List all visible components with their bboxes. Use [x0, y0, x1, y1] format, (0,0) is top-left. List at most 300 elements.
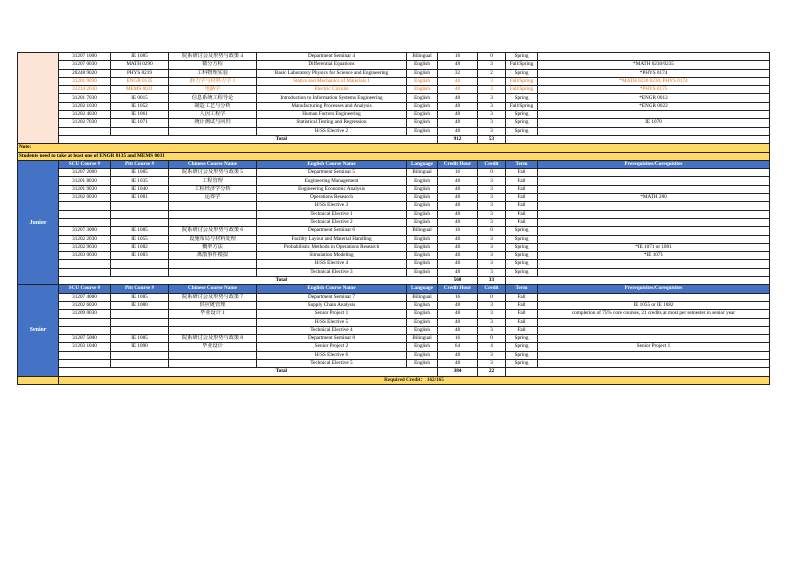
chinese-name-cell: 微分方程 — [169, 61, 257, 69]
language-cell: English — [407, 218, 438, 226]
table-row — [18, 77, 770, 85]
term-cell: Spring — [506, 69, 538, 77]
scu-course-cell: 31207 2000 — [59, 169, 111, 177]
prereq-cell — [538, 111, 770, 119]
credit-cell: 0 — [478, 53, 506, 61]
table-row — [18, 119, 770, 127]
total-credits: 22 — [478, 368, 506, 376]
chinese-name-cell: 毕业设计 1 — [169, 310, 257, 318]
language-cell: English — [407, 102, 438, 110]
term-cell: Spring — [506, 252, 538, 260]
total-credit-hours: 560 — [438, 277, 478, 285]
credit-hour-cell: 48 — [438, 177, 478, 185]
term-cell: Fall — [506, 310, 538, 318]
language-cell: English — [407, 252, 438, 260]
pitt-course-cell: IE 1055 — [111, 235, 169, 243]
chinese-name-cell — [169, 268, 257, 276]
english-name-cell: Technical Elective 4 — [257, 326, 407, 334]
term-cell: Spring — [506, 127, 538, 135]
language-cell: Bilingual — [407, 335, 438, 343]
prereq-cell — [538, 351, 770, 359]
column-header-chinese: Chinese Course Name — [169, 160, 257, 168]
chinese-name-cell: 院系研讨会及形势与政策 5 — [169, 169, 257, 177]
chinese-name-cell: 静力学与材料力学 1 — [169, 77, 257, 85]
note-text: Students need to take at least one of ENGR 0135 and MEMS 0031 — [18, 152, 770, 160]
column-header-chinese: Chinese Course Name — [169, 285, 257, 293]
column-header-credit-hour: Credit Hour — [438, 160, 478, 168]
english-name-cell: H/SS Elective 6 — [257, 351, 407, 359]
english-name-cell: Simulation Modeling — [257, 252, 407, 260]
table-row — [18, 69, 770, 77]
pitt-course-cell — [111, 210, 169, 218]
pitt-course-cell: MEMS 0031 — [111, 86, 169, 94]
chinese-name-cell: 毕业设计 — [169, 343, 257, 351]
table-row — [18, 202, 770, 210]
credit-cell: 0 — [478, 227, 506, 235]
scu-course-cell — [59, 268, 111, 276]
credit-cell: 3 — [478, 77, 506, 85]
credit-cell: 3 — [478, 111, 506, 119]
term-cell: Fall — [506, 210, 538, 218]
credit-cell: 3 — [478, 185, 506, 193]
chinese-name-cell: 统计测试与回归 — [169, 119, 257, 127]
total-credit-hours: 912 — [438, 135, 478, 143]
credit-hour-cell: 48 — [438, 252, 478, 260]
chinese-name-cell — [169, 260, 257, 268]
term-cell: Spring — [506, 94, 538, 102]
table-row — [18, 210, 770, 218]
table-row — [18, 227, 770, 235]
scu-course-cell: 31201 7030 — [59, 94, 111, 102]
language-cell: Bilingual — [407, 53, 438, 61]
table-row — [18, 177, 770, 185]
credit-hour-cell: 48 — [438, 77, 478, 85]
chinese-name-cell — [169, 210, 257, 218]
prereq-cell — [538, 359, 770, 367]
language-cell: English — [407, 359, 438, 367]
credit-cell: 3 — [478, 310, 506, 318]
term-cell: Fall/Spring — [506, 86, 538, 94]
term-cell: Fall — [506, 185, 538, 193]
required-credit-row — [18, 376, 770, 384]
column-header-row — [18, 160, 770, 168]
table-row — [18, 235, 770, 243]
chinese-name-cell: 院系研讨会及形势与政策 7 — [169, 293, 257, 301]
language-cell: English — [407, 86, 438, 94]
chinese-name-cell: 工程经济学分析 — [169, 185, 257, 193]
english-name-cell: Technical Elective 3 — [257, 268, 407, 276]
language-cell: English — [407, 260, 438, 268]
column-header-credit: Credit — [478, 285, 506, 293]
credit-hour-cell: 48 — [438, 326, 478, 334]
pitt-course-cell — [111, 326, 169, 334]
scu-course-cell: 31202 0030 — [59, 194, 111, 202]
english-name-cell: Electric Circuits — [257, 86, 407, 94]
prereq-cell — [538, 293, 770, 301]
credit-hour-cell: 48 — [438, 318, 478, 326]
scu-course-cell — [59, 318, 111, 326]
term-cell: Fall — [506, 177, 538, 185]
pitt-course-cell — [111, 202, 169, 210]
english-name-cell: Department Seminar 4 — [257, 53, 407, 61]
table-row — [18, 169, 770, 177]
pitt-course-cell: MATH 0290 — [111, 61, 169, 69]
credit-cell: 3 — [478, 194, 506, 202]
language-cell: English — [407, 69, 438, 77]
english-name-cell: Department Seminar 8 — [257, 335, 407, 343]
credit-cell: 3 — [478, 177, 506, 185]
prereq-cell: IE 1055 or IE 1082 — [538, 301, 770, 309]
year-label-junior: Junior — [18, 160, 59, 284]
english-name-cell: Department Seminar 5 — [257, 169, 407, 177]
scu-course-cell: 31201 8030 — [59, 177, 111, 185]
table-row — [18, 102, 770, 110]
chinese-name-cell: 工科物理实验 — [169, 69, 257, 77]
credit-hour-cell: 16 — [438, 53, 478, 61]
language-cell: English — [407, 202, 438, 210]
term-cell: Spring — [506, 119, 538, 127]
prereq-cell: *ENGR 0022 — [538, 102, 770, 110]
english-name-cell: Statics and Mechanics of Materials 1 — [257, 77, 407, 85]
credit-cell: 3 — [478, 260, 506, 268]
pitt-course-cell: IE 1081 — [111, 194, 169, 202]
prereq-cell: *PHYS 0174 — [538, 69, 770, 77]
credit-hour-cell: 16 — [438, 227, 478, 235]
english-name-cell: Technical Elective 1 — [257, 210, 407, 218]
note-row — [18, 152, 770, 160]
column-header-english: English Course Name — [257, 160, 407, 168]
english-name-cell: Operations Research — [257, 194, 407, 202]
credit-hour-cell: 48 — [438, 260, 478, 268]
total-credits: 33 — [478, 277, 506, 285]
prereq-cell — [538, 268, 770, 276]
credit-cell: 3 — [478, 202, 506, 210]
scu-course-cell: 31202 1030 — [59, 102, 111, 110]
credit-cell: 3 — [478, 252, 506, 260]
language-cell: Bilingual — [407, 293, 438, 301]
chinese-name-cell: 信息系统工程导论 — [169, 94, 257, 102]
chinese-name-cell — [169, 359, 257, 367]
total-credit-hours: 384 — [438, 368, 478, 376]
credit-cell: 4 — [478, 343, 506, 351]
credit-cell: 3 — [478, 243, 506, 251]
empty-cell — [18, 376, 59, 384]
credit-cell: 2 — [478, 69, 506, 77]
english-name-cell: Facility Layout and Material Handling — [257, 235, 407, 243]
term-cell: Spring — [506, 359, 538, 367]
prereq-cell — [538, 127, 770, 135]
credit-cell: 3 — [478, 102, 506, 110]
scu-course-cell — [59, 326, 111, 334]
prereq-cell: *MATH 0230/0235 — [538, 61, 770, 69]
chinese-name-cell: 院系研讨会及形势与政策 6 — [169, 227, 257, 235]
total-row — [18, 368, 770, 376]
credit-cell: 3 — [478, 359, 506, 367]
pitt-course-cell — [111, 218, 169, 226]
scu-course-cell: 31207 1000 — [59, 53, 111, 61]
credit-hour-cell: 48 — [438, 268, 478, 276]
credit-cell: 3 — [478, 94, 506, 102]
credit-hour-cell: 48 — [438, 243, 478, 251]
empty-cell — [506, 277, 770, 285]
credit-cell: 3 — [478, 235, 506, 243]
scu-course-cell: 31201 9030 — [59, 77, 111, 85]
table-row — [18, 318, 770, 326]
english-name-cell: H/SS Elective 2 — [257, 127, 407, 135]
scu-course-cell: 20248 9020 — [59, 69, 111, 77]
english-name-cell: Statistical Testing and Regression — [257, 119, 407, 127]
term-cell: Spring — [506, 343, 538, 351]
column-header-scu: SCU Course # — [59, 285, 111, 293]
credit-hour-cell: 48 — [438, 185, 478, 193]
term-cell: Spring — [506, 111, 538, 119]
scu-course-cell: 31209 0030 — [59, 310, 111, 318]
language-cell: English — [407, 127, 438, 135]
total-credits: 53 — [478, 135, 506, 143]
prereq-cell: *MATH 280 — [538, 194, 770, 202]
term-cell: Spring — [506, 268, 538, 276]
credit-hour-cell: 48 — [438, 86, 478, 94]
term-cell: Spring — [506, 53, 538, 61]
credit-cell: 3 — [478, 326, 506, 334]
credit-hour-cell: 32 — [438, 69, 478, 77]
table-row — [18, 127, 770, 135]
table-row — [18, 310, 770, 318]
prereq-cell: IE 1070 — [538, 119, 770, 127]
chinese-name-cell — [169, 218, 257, 226]
chinese-name-cell: 院系研讨会及形势与政策 4 — [169, 53, 257, 61]
prereq-cell: Senior Project 1 — [538, 343, 770, 351]
term-cell: Spring — [506, 335, 538, 343]
table-row — [18, 293, 770, 301]
pitt-course-cell: IE 1052 — [111, 102, 169, 110]
term-cell: Spring — [506, 351, 538, 359]
curriculum-table — [17, 52, 770, 385]
table-row — [18, 260, 770, 268]
column-header-row — [18, 285, 770, 293]
language-cell: English — [407, 310, 438, 318]
language-cell: Bilingual — [407, 169, 438, 177]
table-row — [18, 53, 770, 61]
prereq-cell — [538, 227, 770, 235]
chinese-name-cell: 人因工程学 — [169, 111, 257, 119]
year-label-senior: Senior — [18, 285, 59, 376]
column-header-english: English Course Name — [257, 285, 407, 293]
column-header-term: Term — [506, 160, 538, 168]
table-row — [18, 243, 770, 251]
prereq-cell — [538, 318, 770, 326]
term-cell: Fall — [506, 301, 538, 309]
language-cell: English — [407, 61, 438, 69]
scu-course-cell: 31203 1040 — [59, 343, 111, 351]
language-cell: English — [407, 94, 438, 102]
prereq-cell — [538, 169, 770, 177]
chinese-name-cell: 运筹学 — [169, 194, 257, 202]
scu-course-cell: 31202 2030 — [59, 235, 111, 243]
language-cell: English — [407, 268, 438, 276]
prereq-cell — [538, 210, 770, 218]
chinese-name-cell: 设施布局与材料处理 — [169, 235, 257, 243]
english-name-cell: Technical Elective 5 — [257, 359, 407, 367]
column-header-language: Language — [407, 285, 438, 293]
english-name-cell: Department Seminar 6 — [257, 227, 407, 235]
table-row — [18, 351, 770, 359]
pitt-course-cell: IE 0015 — [111, 94, 169, 102]
total-row — [18, 135, 770, 143]
total-label: Total — [59, 135, 438, 143]
term-cell: Fall — [506, 318, 538, 326]
empty-cell — [506, 135, 770, 143]
table-row — [18, 335, 770, 343]
term-cell: Fall — [506, 169, 538, 177]
scu-course-cell — [59, 127, 111, 135]
pitt-course-cell — [111, 260, 169, 268]
language-cell: English — [407, 194, 438, 202]
language-cell: English — [407, 185, 438, 193]
total-label: Total — [59, 368, 438, 376]
column-header-term: Term — [506, 285, 538, 293]
pitt-course-cell: IE 1090 — [111, 343, 169, 351]
table-row — [18, 111, 770, 119]
chinese-name-cell — [169, 351, 257, 359]
credit-cell: 3 — [478, 301, 506, 309]
english-name-cell: Supply Chain Analysis — [257, 301, 407, 309]
language-cell: English — [407, 301, 438, 309]
language-cell: English — [407, 111, 438, 119]
scu-course-cell — [59, 202, 111, 210]
table-row — [18, 194, 770, 202]
language-cell: English — [407, 351, 438, 359]
pitt-course-cell: IE 1040 — [111, 185, 169, 193]
prereq-cell — [538, 326, 770, 334]
total-label: Total — [59, 277, 438, 285]
pitt-course-cell — [111, 310, 169, 318]
english-name-cell: Senior Project 1 — [257, 310, 407, 318]
chinese-name-cell: 制造工艺与分析 — [169, 102, 257, 110]
term-cell: Fall/Spring — [506, 102, 538, 110]
prereq-cell — [538, 177, 770, 185]
pitt-course-cell: IE 1083 — [111, 252, 169, 260]
chinese-name-cell: 电路学 — [169, 86, 257, 94]
credit-hour-cell: 48 — [438, 94, 478, 102]
credit-cell: 3 — [478, 61, 506, 69]
english-name-cell: Engineering Economic Analysis — [257, 185, 407, 193]
prereq-cell: *IE 1071 — [538, 252, 770, 260]
credit-cell: 3 — [478, 86, 506, 94]
pitt-course-cell: IE 1080 — [111, 301, 169, 309]
language-cell: English — [407, 210, 438, 218]
language-cell: English — [407, 326, 438, 334]
english-name-cell: Human Factors Engineering — [257, 111, 407, 119]
prereq-cell — [538, 218, 770, 226]
table-row — [18, 326, 770, 334]
english-name-cell: Department Seminar 7 — [257, 293, 407, 301]
chinese-name-cell: 离散事件模拟 — [169, 252, 257, 260]
language-cell: English — [407, 119, 438, 127]
credit-hour-cell: 48 — [438, 119, 478, 127]
language-cell: English — [407, 235, 438, 243]
credit-cell: 3 — [478, 210, 506, 218]
term-cell: Fall/Spring — [506, 61, 538, 69]
table-row — [18, 301, 770, 309]
credit-hour-cell: 16 — [438, 169, 478, 177]
column-header-credit-hour: Credit Hour — [438, 285, 478, 293]
language-cell: Bilingual — [407, 227, 438, 235]
pitt-course-cell — [111, 359, 169, 367]
credit-cell: 3 — [478, 119, 506, 127]
scu-course-cell: 31207 4000 — [59, 293, 111, 301]
english-name-cell: H/SS Elective 4 — [257, 260, 407, 268]
prereq-cell — [538, 335, 770, 343]
pitt-course-cell: IE 1085 — [111, 227, 169, 235]
term-cell: Spring — [506, 260, 538, 268]
column-header-language: Language — [407, 160, 438, 168]
pitt-course-cell: ENGR 0135 — [111, 77, 169, 85]
chinese-name-cell: 院系研讨会及形势与政策 8 — [169, 335, 257, 343]
chinese-name-cell: 供应链管理 — [169, 301, 257, 309]
table-row — [18, 86, 770, 94]
table-row — [18, 268, 770, 276]
pitt-course-cell: IE 1071 — [111, 119, 169, 127]
term-cell: Spring — [506, 243, 538, 251]
credit-hour-cell: 48 — [438, 202, 478, 210]
english-name-cell: Senior Project 2 — [257, 343, 407, 351]
term-cell: Fall — [506, 194, 538, 202]
prereq-cell — [538, 185, 770, 193]
language-cell: English — [407, 243, 438, 251]
column-header-pitt: Pitt Course # — [111, 285, 169, 293]
english-name-cell: Differential Equations — [257, 61, 407, 69]
scu-course-cell: 31202 6030 — [59, 301, 111, 309]
scu-course-cell — [59, 359, 111, 367]
credit-hour-cell: 48 — [438, 102, 478, 110]
note-title: Note: — [18, 144, 770, 152]
empty-cell — [506, 368, 770, 376]
total-row — [18, 277, 770, 285]
pitt-course-cell: IE 1085 — [111, 293, 169, 301]
scu-course-cell — [59, 218, 111, 226]
table-row — [18, 359, 770, 367]
english-name-cell: H/SS Elective 3 — [257, 202, 407, 210]
credit-hour-cell: 48 — [438, 61, 478, 69]
language-cell: English — [407, 343, 438, 351]
pitt-course-cell: IE 1085 — [111, 335, 169, 343]
term-cell: Fall — [506, 293, 538, 301]
chinese-name-cell — [169, 318, 257, 326]
english-name-cell: Introduction to Information Systems Engineering — [257, 94, 407, 102]
table-row — [18, 218, 770, 226]
pitt-course-cell: PHYS 0219 — [111, 69, 169, 77]
column-header-credit: Credit — [478, 160, 506, 168]
credit-hour-cell: 64 — [438, 343, 478, 351]
pitt-course-cell: IE 1082 — [111, 243, 169, 251]
credit-hour-cell: 48 — [438, 235, 478, 243]
credit-hour-cell: 48 — [438, 210, 478, 218]
credit-cell: 3 — [478, 318, 506, 326]
credit-hour-cell: 16 — [438, 293, 478, 301]
term-cell: Fall — [506, 326, 538, 334]
credit-cell: 0 — [478, 335, 506, 343]
scu-course-cell: 31202 7030 — [59, 119, 111, 127]
english-name-cell: H/SS Elective 5 — [257, 318, 407, 326]
prereq-cell: *ENGR 0012 — [538, 94, 770, 102]
prereq-cell — [538, 202, 770, 210]
pitt-course-cell — [111, 268, 169, 276]
chinese-name-cell — [169, 202, 257, 210]
credit-hour-cell: 16 — [438, 335, 478, 343]
term-cell: Fall — [506, 218, 538, 226]
credit-hour-cell: 48 — [438, 310, 478, 318]
